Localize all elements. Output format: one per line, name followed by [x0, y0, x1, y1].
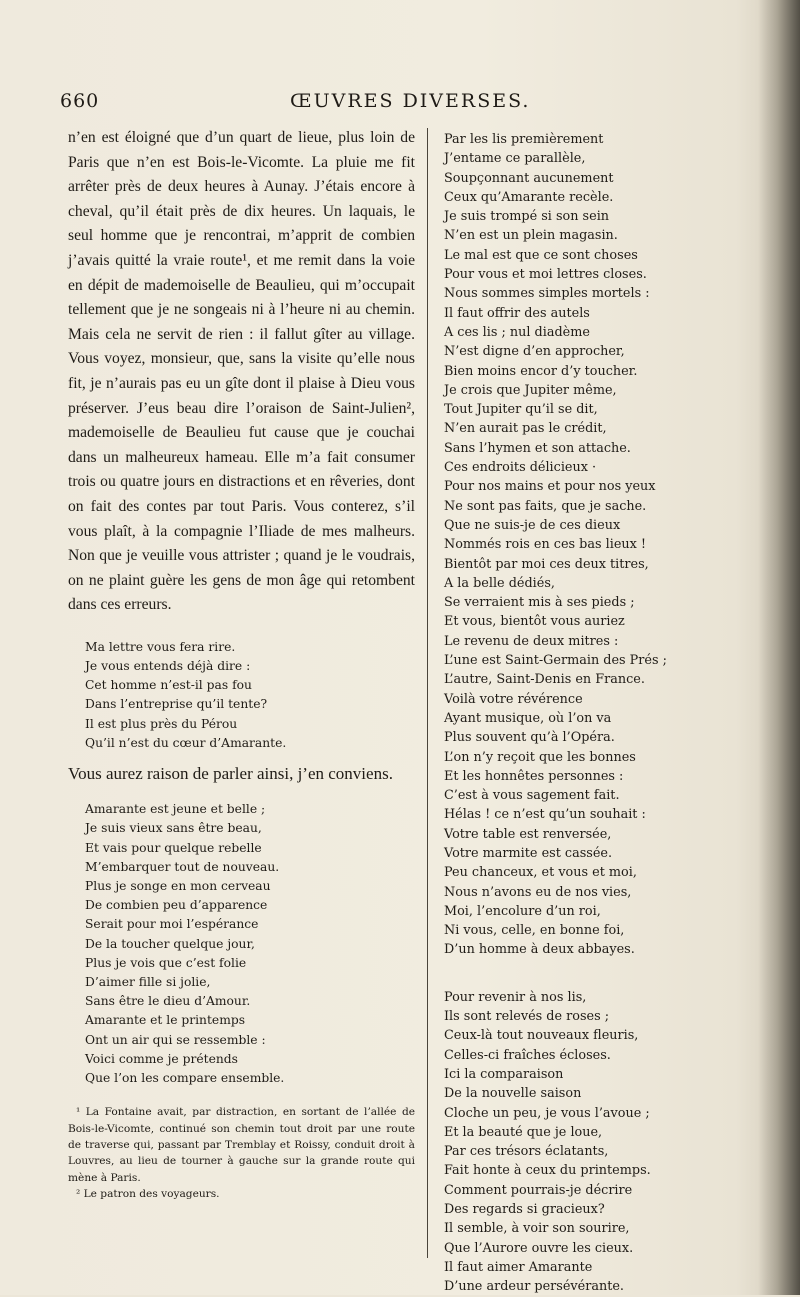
- verse-line: Pour vous et moi lettres closes.: [444, 267, 647, 283]
- verse-line: Et vais pour quelque rebelle: [85, 840, 262, 855]
- verse-line: Et les honnêtes personnes :: [444, 768, 624, 784]
- verse-line: Nous sommes simples mortels :: [444, 286, 650, 302]
- verse-line: D’aimer fille si jolie,: [85, 974, 211, 989]
- verse-line: Nommés rois en ces bas lieux !: [444, 537, 647, 553]
- verse-line: N’est digne d’en approcher,: [444, 344, 625, 360]
- verse-line: Comment pourrais-je décrire: [444, 1182, 633, 1198]
- running-title: ŒUVRES DIVERSES.: [290, 90, 531, 112]
- verse-line: Ceux-là tout nouveaux fleuris,: [444, 1028, 639, 1044]
- verse-line: Votre table est renversée,: [444, 826, 612, 842]
- verse-line: Cloche un peu, je vous l’avoue ;: [444, 1105, 650, 1121]
- footnote: ² Le patron des voyageurs.: [76, 1188, 220, 1201]
- column-divider: [427, 128, 428, 1258]
- verse-line: D’un homme à deux abbayes.: [444, 942, 635, 958]
- verse-line: Nous n’avons eu de nos vies,: [444, 884, 632, 900]
- verse-line: Amarante et le printemps: [85, 1013, 246, 1028]
- verse-line: L’on n’y reçoit que les bonnes: [444, 749, 636, 765]
- verse-line: Peu chanceux, et vous et moi,: [444, 865, 637, 881]
- verse-block-1: [85, 638, 415, 753]
- right-column: [444, 130, 744, 1297]
- verse-block-2: [85, 800, 415, 1088]
- verse-line: Dans l’entreprise qu’il tente?: [85, 697, 268, 712]
- verse-line: Ces endroits délicieux ·: [444, 460, 597, 476]
- verse-line: Ni vous, celle, en bonne foi,: [444, 923, 625, 939]
- verse-line: Ma lettre vous fera rire.: [85, 639, 236, 654]
- verse-line: Je vous entends déjà dire :: [85, 659, 251, 674]
- verse-line: L’autre, Saint-Denis en France.: [444, 672, 645, 688]
- verse-line: Et vous, bientôt vous auriez: [444, 614, 625, 630]
- verse-line: Il est plus près du Pérou: [85, 716, 238, 731]
- footnotes: [68, 1104, 415, 1202]
- verse-line: Le mal est que ce sont choses: [444, 247, 638, 263]
- verse-line: Et la beauté que je loue,: [444, 1124, 603, 1140]
- verse-line: De combien peu d’apparence: [85, 898, 268, 913]
- verse-line: Je crois que Jupiter même,: [444, 382, 617, 398]
- verse-line: De la nouvelle saison: [444, 1086, 582, 1102]
- verse-line: Serait pour moi l’espérance: [85, 917, 259, 932]
- verse-line: Amarante est jeune et belle ;: [85, 802, 266, 817]
- verse-line: Plus je vois que c’est folie: [85, 955, 247, 970]
- page-header: [60, 90, 750, 116]
- verse-line: Pour revenir à nos lis,: [444, 989, 587, 1005]
- verse-line: Tout Jupiter qu’il se dit,: [444, 402, 598, 418]
- verse-line: Cet homme n’est-il pas fou: [85, 678, 252, 693]
- verse-line: Je suis trompé si son sein: [444, 209, 610, 225]
- verse-line: Plus je songe en mon cerveau: [85, 878, 271, 893]
- verse-line: Sans l’hymen et son attache.: [444, 440, 631, 456]
- verse-line: Des regards si gracieux?: [444, 1202, 605, 1218]
- verse-line: Bientôt par moi ces deux titres,: [444, 556, 649, 572]
- verse-line: Voici comme je prétends: [85, 1051, 238, 1066]
- verse-line: Il faut offrir des autels: [444, 305, 590, 321]
- verse-line: Que l’Aurore ouvre les cieux.: [444, 1240, 634, 1256]
- verse-line: Hélas ! ce n’est qu’un souhait :: [444, 807, 646, 823]
- verse-line: M’embarquer tout de nouveau.: [85, 859, 280, 874]
- verse-line: L’une est Saint-Germain des Prés ;: [444, 653, 667, 669]
- verse-line: C’est à vous sagement fait.: [444, 788, 620, 804]
- verse-line: Celles-ci fraîches écloses.: [444, 1047, 611, 1063]
- verse-line: Fait honte à ceux du printemps.: [444, 1163, 651, 1179]
- verse-line: Ceux qu’Amarante recèle.: [444, 189, 614, 205]
- verse-stanza-2: [444, 988, 744, 1297]
- verse-line: De la toucher quelque jour,: [85, 936, 255, 951]
- prose-paragraph-1: n’en est éloigné que d’un quart de lieue, plus loin de Paris que n’en est Bois-le-Vicomte. La pluie me fit arrêter près de deux heures à Aunay. J’étais encore à cheval, qu’il était près de dix heures. Un laquais, le seul homme que je rencontrai, m’apprit de combien j’avais quitté la vraie route¹, et me remit dans la voie en dépit de mademoiselle de Beaulieu, qui m’occupait tellement que je ne songeais ni à l’heure ni au chemin. Mais cela ne servit de rien : il fallut gîter au village. Vous voyez, monsieur, que, sans la visite qu’elle nous fit, je n’aurais pas eu un gîte dont il plaise à Dieu vous préserver. J’eus beau dire l’oraison de Saint-Julien², mademoiselle de Beaulieu fut cause que je couchai dans un malheureux hameau. Elle m’a fait consumer trois ou quatre jours en distractions et en rêveries, dont on fait des contes par tout Paris. Vous conterez, s’il vous plaît, à la compagnie l’Iliade de mes malheurs. Non que je veuille vous attrister ; quand je le voudrais, on ne plaint guère les gens de mon âge qui retombent dans ces erreurs.: [68, 129, 415, 614]
- verse-line: Par ces trésors éclatants,: [444, 1144, 609, 1160]
- verse-line: N’en aurait pas le crédit,: [444, 421, 607, 437]
- verse-line: Le revenu de deux mitres :: [444, 633, 619, 649]
- verse-line: Votre marmite est cassée.: [444, 845, 613, 861]
- verse-line: Par les lis premièrement: [444, 132, 604, 147]
- verse-line: Voilà votre révérence: [444, 691, 583, 707]
- verse-line: Je suis vieux sans être beau,: [85, 821, 262, 836]
- footnote: ¹ La Fontaine avait, par distraction, en sortant de l’allée de Bois-le-Vicomte, continué son chemin tout droit par une route de traverse qui, passant par Tremblay et Roissy, conduit droit à Louvres, au lieu de tourner à gauche sur la grande route qui mène à Paris.: [68, 1106, 415, 1184]
- verse-line: Ont un air qui se ressemble :: [85, 1032, 266, 1047]
- verse-line: Qu’il n’est du cœur d’Amarante.: [85, 735, 287, 750]
- verse-line: N’en est un plein magasin.: [444, 228, 618, 244]
- verse-line: Bien moins encor d’y toucher.: [444, 363, 638, 379]
- verse-line: Il faut aimer Amarante: [444, 1259, 593, 1275]
- verse-line: Que l’on les compare ensemble.: [85, 1070, 285, 1085]
- verse-line: Que ne suis-je de ces dieux: [444, 517, 621, 533]
- prose-paragraph-2: Vous aurez raison de parler ainsi, j’en conviens.: [68, 764, 393, 784]
- verse-line: Ne sont pas faits, que je sache.: [444, 498, 647, 514]
- verse-line: A la belle dédiés,: [444, 575, 555, 591]
- left-column: [68, 126, 415, 1203]
- verse-stanza-1: [444, 130, 744, 960]
- verse-line: Plus souvent qu’à l’Opéra.: [444, 730, 615, 746]
- verse-line: Il semble, à voir son sourire,: [444, 1221, 630, 1237]
- page-number: 660: [60, 90, 100, 112]
- verse-line: J’entame ce parallèle,: [444, 151, 586, 167]
- verse-line: Sans être le dieu d’Amour.: [85, 994, 251, 1009]
- page-binding-shadow: [758, 0, 800, 1295]
- verse-line: Ayant musique, où l’on va: [444, 710, 612, 726]
- verse-line: Soupçonnant aucunement: [444, 170, 614, 186]
- verse-line: A ces lis ; nul diadème: [444, 324, 590, 340]
- verse-line: Ici la comparaison: [444, 1066, 564, 1082]
- verse-line: Pour nos mains et pour nos yeux: [444, 479, 656, 495]
- verse-line: D’une ardeur persévérante.: [444, 1279, 624, 1295]
- verse-line: Se verraient mis à ses pieds ;: [444, 595, 635, 611]
- verse-line: Ils sont relevés de roses ;: [444, 1009, 610, 1025]
- verse-line: Moi, l’encolure d’un roi,: [444, 903, 601, 919]
